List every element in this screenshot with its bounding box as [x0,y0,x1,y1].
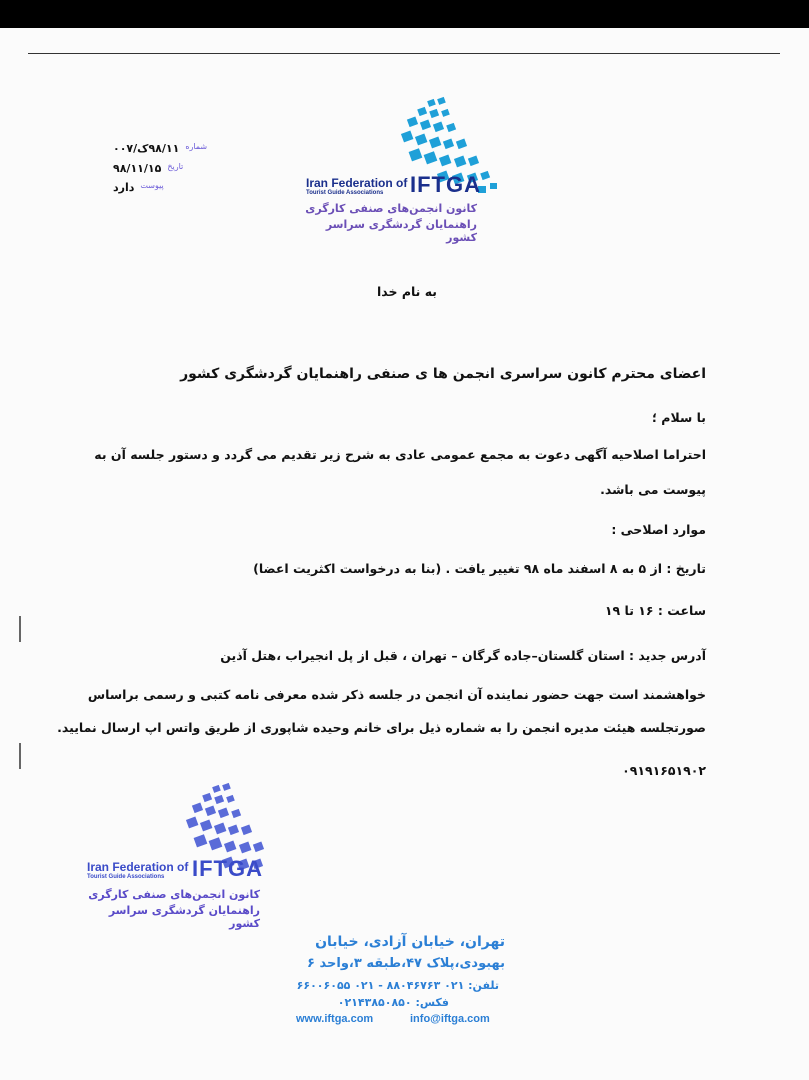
letter-number-label: شماره [185,142,208,151]
request-line-1: خواهشمند است جهت حضور نماینده آن انجمن در جلسه ذکر شده معرفی نامه کتبی و رسمی براساس [87,687,706,702]
letter-attachment-row [113,181,164,194]
bismillah-heading: به نام خدا [376,284,437,299]
recipient-line: اعضای محترم کانون سراسری انجمن ها ی صنفی راهنمایان گردشگری کشور [180,366,706,382]
header-logo-english-name: Iran Federation of [306,176,408,190]
letter-page [0,28,809,1080]
header-logo-persian-line2: راهنمایان گردشگری سراسر کشور [325,218,477,244]
footer-logo-persian-line1: کانون انجمن‌های صنفی کارگری [88,888,260,901]
intro-line-1: احتراما اصلاحیه آگهی دعوت به مجمع عمومی عادی به شرح زیر تقدیم می گردد و دستور جلسه آن به [94,447,706,462]
footer-tel-line: تلفن: ۰۲۱ ۸۸۰۴۶۷۶۳ - ۰۲۱ ۶۶۰۰۶۰۵۵ [296,979,499,992]
header-logo-acronym: IFTGA [410,172,481,197]
footer-address-line2: بهبودی،پلاک ۴۷،طبقه ۳،واحد ۶ [307,956,505,971]
header-logo-english-subtitle: Tourist Guide Associations [306,190,384,196]
footer-logo [85,776,300,931]
request-line-2: صورتجلسه هیئت مدیره انجمن را به شماره ذیل برای خانم وحیده شاپوری از طریق واتس اپ ارسال نمایید. [57,720,706,735]
corrections-heading: موارد اصلاحی : [611,522,706,537]
letter-date-value: ۹۸/۱۱/۱۵ [113,162,162,175]
footer-email-link[interactable]: info@iftga.com [410,1013,490,1025]
top-border-line [28,53,780,54]
letter-number-row [113,142,207,155]
greeting-line: با سلام ؛ [651,410,706,425]
letter-attachment-value: دارد [113,181,135,194]
intro-line-2: پیوست می باشد. [600,482,706,497]
left-margin-mark [19,743,21,769]
letter-attachment-label: پیوست [140,181,164,190]
address-item: آدرس جدید : استان گلستان–جاده گرگان – تهران ، قبل از پل انجیراب ،هتل آذین [220,648,706,663]
footer-logo-english-subtitle: Tourist Guide Associations [87,874,165,880]
left-margin-mark [19,616,21,642]
letter-date-label: تاریخ [167,162,184,171]
footer-logo-acronym: IFTGA [192,856,263,881]
footer-address-line1: تهران، خیابان آزادی، خیابان [315,934,505,950]
footer-fax-line: فکس: ۰۲۱۴۳۸۵۰۸۵۰ [337,996,449,1009]
date-change-item: تاریخ : از ۵ به ۸ اسفند ماه ۹۸ تغییر یافت . (بنا به درخواست اکثریت اعضا) [253,561,706,576]
contact-phone: ۰۹۱۹۱۶۵۱۹۰۲ [622,763,706,778]
letter-number-value: ۹۸/۱۱ک/۰۰۷ [113,142,180,155]
footer-logo-persian-line2: راهنمایان گردشگری سراسر کشور [108,904,260,930]
time-item: ساعت : ۱۶ تا ۱۹ [604,603,706,618]
header-logo [300,90,515,244]
letter-date-row [113,162,183,175]
footer-website-link[interactable]: www.iftga.com [296,1013,374,1025]
header-logo-persian-line1: کانون انجمن‌های صنفی کارگری [305,202,477,215]
footer-logo-english-name: Iran Federation of [87,860,189,874]
